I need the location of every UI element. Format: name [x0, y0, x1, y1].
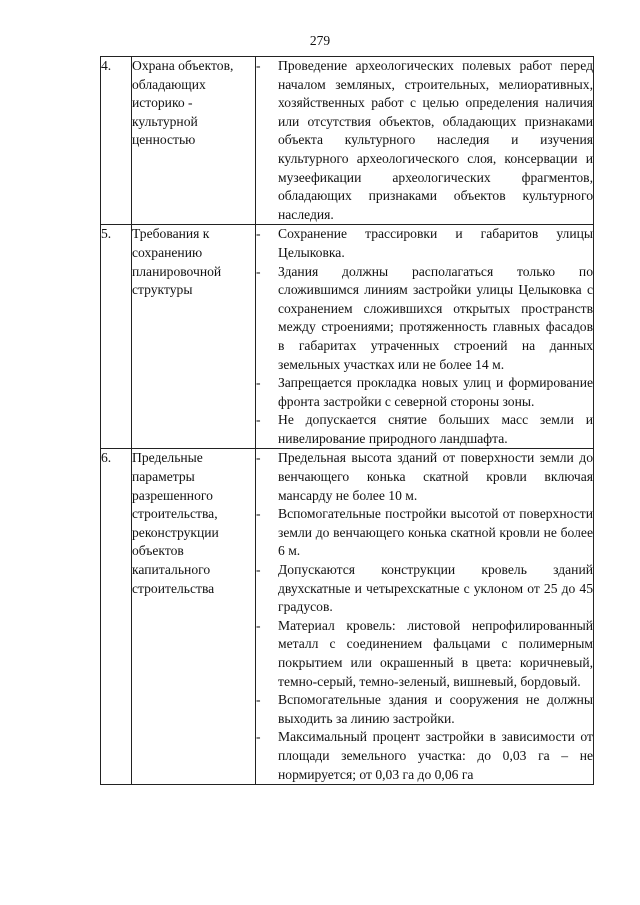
list-item: - Максимальный процент застройки в зависимости от площади земельного участка: до 0,03 га – не нормируется; от 0,03 га до 0,06 га [256, 729, 593, 782]
row-content [256, 449, 594, 785]
bullet-dash: - [256, 58, 261, 73]
list-item: - Материал кровель: листовой непрофилированный металл с соединением фальцами с полимерным покрытием или окрашенный в цвета: коричневый, темно-серый, темно-зеленый, вишневый, бордовый. [256, 617, 593, 689]
bullet-dash: - [256, 562, 261, 578]
row-title: Охрана объектов, обладающих историко - культурной ценностью [132, 57, 256, 225]
row-number: 6. [101, 449, 132, 785]
list-item: - Предельная высота зданий от поверхности земли до венчающего конька скатной кровли включая мансарду не более 10 м. [256, 450, 593, 503]
bullet-dash: - [256, 375, 261, 391]
page-number: 279 [309, 33, 331, 48]
list-item: - Здания должны располагаться только по сложившимся линиям застройки улицы Целыковка с сохранением сложившихся открытых пространств между строениями; протяженность главных фасадов в габаритах утраченных строений на данных земельных участках или не более 14 м. [256, 263, 593, 372]
bullet-dash: - [256, 729, 261, 745]
bullet-dash: - [256, 263, 261, 279]
requirements-table [100, 56, 594, 785]
table-row [101, 57, 594, 225]
row-content [256, 225, 594, 449]
row-title: Требования к сохранению планировочной структуры [132, 225, 256, 449]
list-item: - Запрещается прокладка новых улиц и формирование фронта застройки с северной стороны зоны. [256, 375, 593, 409]
bullet-dash: - [256, 692, 261, 708]
row-title: Предельные параметры разрешенного строительства, реконструкции объектов капитального строительства [132, 449, 256, 785]
bullet-dash: - [256, 226, 261, 242]
list-item: - Проведение археологических полевых работ перед началом земляных, строительных, мелиоративных, хозяйственных работ с целью определения наличия или отсутствия объектов, обладающих признаками объекта культурного наследия и изучения культурного археологического слоя, консервации и музеефикации археологических фрагментов, обладающих признаками объектов культурного наследия. [256, 58, 593, 222]
row-number: 5. [101, 225, 132, 449]
list-item: - Вспомогательные постройки высотой от поверхности земли до венчающего конька скатной кровли не более 6 м. [256, 506, 593, 559]
list-item: - Не допускается снятие больших масс земли и нивелирование природного ландшафта. [256, 412, 593, 446]
bullet-dash: - [256, 412, 261, 428]
row-number: 4. [101, 57, 132, 225]
bullet-dash: - [256, 617, 261, 633]
list-item: - Сохранение трассировки и габаритов улицы Целыковка. [256, 226, 593, 260]
table-row [101, 449, 594, 785]
bullet-dash: - [256, 450, 261, 466]
row-content [256, 57, 594, 225]
list-item: - Допускаются конструкции кровель зданий двухскатные и четырехскатные с уклоном от 25 до 45 градусов. [256, 562, 593, 615]
list-item: - Вспомогательные здания и сооружения не должны выходить за линию застройки. [256, 692, 593, 726]
bullet-dash: - [256, 506, 261, 522]
table-row [101, 225, 594, 449]
